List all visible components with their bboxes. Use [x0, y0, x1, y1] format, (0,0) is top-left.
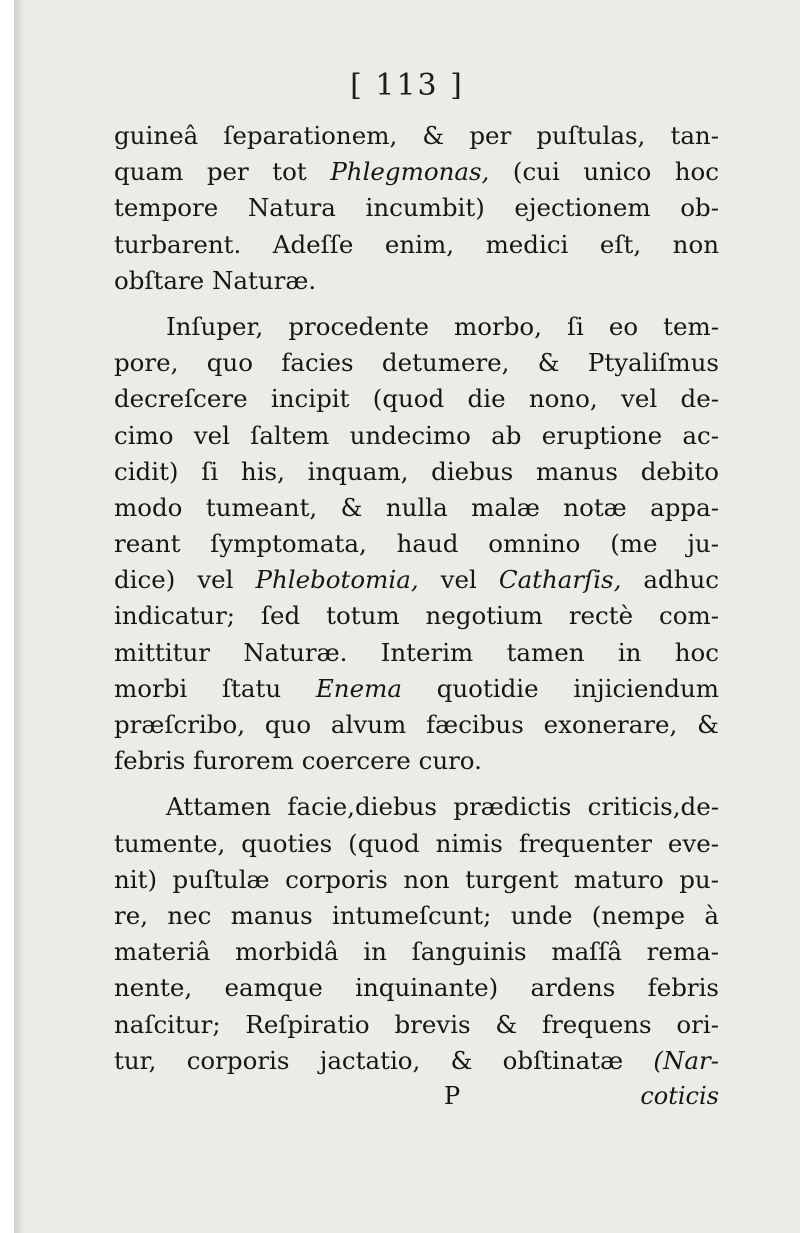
paragraph-2: [114, 309, 719, 779]
page-number: [ 113 ]: [350, 68, 464, 103]
text-line: modo tumeant, & nulla malæ notæ appa-: [114, 492, 719, 522]
text-line: quam per tot Phlegmonas, (cui unico hoc: [114, 157, 720, 187]
text-line: Attamen facie,diebus prædictis criticis,de-: [166, 792, 719, 822]
text-line: dice) vel Phlebotomia, vel Catharſis, adhuc: [114, 565, 719, 595]
text-line: re, nec manus intumeſcunt; unde (nempe à: [114, 900, 719, 930]
text-line: cimo vel ſaltem undecimo ab eruptione ac-: [114, 420, 719, 450]
text-line: mittitur Naturæ. Interim tamen in hoc: [114, 637, 719, 667]
text-line: obſtare Naturæ.: [114, 265, 317, 295]
text-line: naſcitur; Reſpiratio brevis & frequens ori-: [114, 1009, 719, 1039]
text-line: indicatur; ſed totum negotium rectè com-: [114, 601, 719, 631]
body-text: [114, 118, 719, 1079]
text-line: Inſuper, procedente morbo, ſi eo tem-: [166, 311, 719, 341]
page-footer: [114, 1082, 719, 1122]
text-line: cidit) ſi his, inquam, diebus manus debito: [114, 456, 719, 486]
text-line: nente, eamque inquinante) ardens febris: [114, 973, 719, 1003]
text-line: decreſcere incipit (quod die nono, vel de-: [114, 384, 719, 414]
catchword: coticis: [640, 1082, 719, 1110]
text-line: tur, corporis jactatio, & obſtinatæ (Nar-: [114, 1045, 719, 1075]
book-page: [14, 0, 800, 1233]
text-line: tempore Natura incumbit) ejectionem ob-: [114, 193, 719, 223]
paragraph-1: [114, 118, 719, 299]
text-line: febris furorem coercere curo.: [114, 746, 482, 776]
text-line: morbi ſtatu Enema quotidie injiciendum: [114, 673, 719, 703]
text-line: tumente, quoties (quod nimis frequenter eve-: [114, 828, 719, 858]
text-line: præſcribo, quo alvum fæcibus exonerare, &: [114, 710, 719, 739]
text-line: pore, quo facies detumere, & Ptyaliſmus: [114, 348, 719, 378]
paragraph-3: [114, 789, 719, 1079]
signature-mark: P: [444, 1082, 461, 1110]
text-line: reant ſymptomata, haud omnino (me ju-: [114, 529, 719, 559]
text-line: turbarent. Adeſſe enim, medici eſt, non: [114, 229, 719, 259]
text-line: guineâ ſeparationem, & per puſtulas, tan-: [114, 121, 719, 150]
text-line: nit) puſtulæ corporis non turgent maturo pu-: [114, 864, 719, 894]
text-line: materiâ morbidâ in ſanguinis maſſâ rema-: [114, 937, 719, 967]
